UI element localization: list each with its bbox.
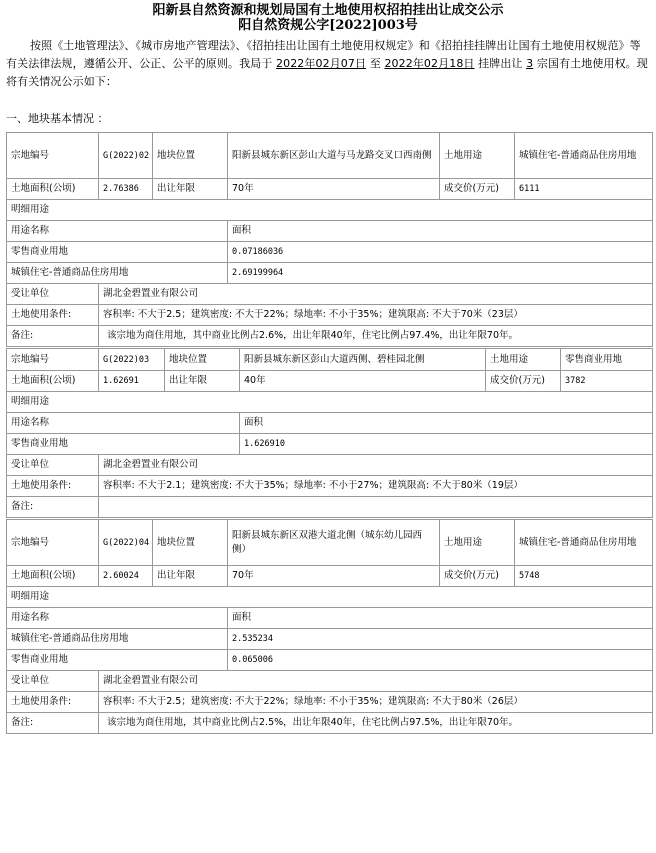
label-remark: 备注: [7,713,99,734]
label-location: 地块位置 [165,349,240,371]
parcel-tables [0,132,656,734]
intro-text-2: 挂牌出让 [478,57,523,70]
label-use-area: 面积 [228,221,653,242]
label-detail-use: 明细用途 [7,587,653,608]
label-term: 出让年限 [153,179,228,200]
label-location: 地块位置 [153,133,228,179]
label-detail-use: 明细用途 [7,200,653,221]
document-number: 阳自然资规公字[2022]003号 [238,18,418,33]
label-remark: 备注: [7,326,99,347]
parcel-location: 阳新县城东新区彭山大道与马龙路交叉口西南侧 [228,133,440,179]
parcel-land-use: 零售商业用地 [561,349,653,371]
parcel-location: 阳新县城东新区彭山大道西侧、碧桂园北侧 [240,349,486,371]
parcel-table [6,348,653,518]
label-term: 出让年限 [153,566,228,587]
label-price: 成交价(万元) [440,566,515,587]
intro-text-1: 按照《土地管理法》、《城市房地产管理法》、《招拍挂出让国有土地使用权规定》和《招拍挂挂牌出让国有土地使用权规范》等有关法律法规，遵循公开、公正、公平的原则。我局于 [6,39,641,70]
detail-use-name: 城镇住宅-普通商品住房用地 [7,263,228,284]
page-title: 阳新县自然资源和规划局国有土地使用权招拍挂出让成交公示 [152,3,504,18]
parcel-price: 3782 [561,371,653,392]
intro-text-3: 宗国有土地使用权。现将有关情况公示如下： [6,57,648,88]
detail-use-name: 零售商业用地 [7,434,240,455]
parcel-buyer: 湖北金碧置业有限公司 [99,455,653,476]
detail-use-name: 零售商业用地 [7,242,228,263]
detail-use-name: 城镇住宅-普通商品住房用地 [7,629,228,650]
label-remark: 备注: [7,497,99,518]
parcel-remark [99,497,653,518]
label-price: 成交价(万元) [440,179,515,200]
label-parcel-no: 宗地编号 [7,133,99,179]
parcel-area: 2.76386 [99,179,153,200]
parcel-buyer: 湖北金碧置业有限公司 [99,671,653,692]
parcel-price: 6111 [515,179,653,200]
intro-to: 至 [369,57,381,70]
label-conditions: 土地使用条件: [7,305,99,326]
detail-use-area: 1.626910 [240,434,653,455]
label-conditions: 土地使用条件: [7,692,99,713]
parcel-buyer: 湖北金碧置业有限公司 [99,284,653,305]
label-land-use: 土地用途 [486,349,561,371]
label-use-area: 面积 [228,608,653,629]
label-area: 土地面积(公顷) [7,566,99,587]
label-buyer: 受让单位 [7,455,99,476]
parcel-area: 2.60024 [99,566,153,587]
parcel-conditions: 容积率: 不大于2.1；建筑密度: 不大于35%；绿地率: 不小于27%；建筑限高: 不大于80米（19层） [99,476,653,497]
label-term: 出让年限 [165,371,240,392]
parcel-land-use: 城镇住宅-普通商品住房用地 [515,520,653,566]
parcel-term: 40年 [240,371,486,392]
label-buyer: 受让单位 [7,671,99,692]
parcel-location: 阳新县城东新区双港大道北侧（城东幼儿园西侧） [228,520,440,566]
label-location: 地块位置 [153,520,228,566]
detail-use-area: 0.065006 [228,650,653,671]
label-buyer: 受让单位 [7,284,99,305]
label-parcel-no: 宗地编号 [7,520,99,566]
parcel-conditions: 容积率: 不大于2.5；建筑密度: 不大于22%；绿地率: 不小于35%；建筑限高: 不大于80米（26层） [99,692,653,713]
label-area: 土地面积(公顷) [7,371,99,392]
label-use-area: 面积 [240,413,653,434]
label-land-use: 土地用途 [440,520,515,566]
detail-use-name: 零售商业用地 [7,650,228,671]
section-heading: 一、地块基本情况 ： [6,112,109,125]
label-conditions: 土地使用条件: [7,476,99,497]
label-price: 成交价(万元) [486,371,561,392]
label-use-name: 用途名称 [7,608,228,629]
detail-use-area: 2.69199964 [228,263,653,284]
parcel-remark: 该宗地为商住用地，其中商业比例占2.5%，出让年限40年，住宅比例占97.5%，出让年限70年。 [99,713,653,734]
parcel-table [6,519,653,734]
parcel-no: G(2022)02 [99,133,153,179]
parcel-table [6,132,653,347]
parcel-term: 70年 [228,566,440,587]
label-land-use: 土地用途 [440,133,515,179]
parcel-no: G(2022)04 [99,520,153,566]
parcel-area: 1.62691 [99,371,165,392]
label-parcel-no: 宗地编号 [7,349,99,371]
parcel-price: 5748 [515,566,653,587]
parcel-term: 70年 [228,179,440,200]
parcel-remark: 该宗地为商住用地，其中商业比例占2.6%，出让年限40年，住宅比例占97.4%，出让年限70年。 [99,326,653,347]
detail-use-area: 2.535234 [228,629,653,650]
date-start: 2022年02月07日 [276,57,367,70]
date-end: 2022年02月18日 [384,57,475,70]
parcel-count: 3 [526,57,534,70]
label-detail-use: 明细用途 [7,392,653,413]
parcel-no: G(2022)03 [99,349,165,371]
label-use-name: 用途名称 [7,413,240,434]
detail-use-area: 0.07186036 [228,242,653,263]
parcel-conditions: 容积率: 不大于2.5；建筑密度: 不大于22%；绿地率: 不小于35%；建筑限高: 不大于70米（23层） [99,305,653,326]
parcel-land-use: 城镇住宅-普通商品住房用地 [515,133,653,179]
label-use-name: 用途名称 [7,221,228,242]
intro-paragraph [6,37,650,91]
label-area: 土地面积(公顷) [7,179,99,200]
